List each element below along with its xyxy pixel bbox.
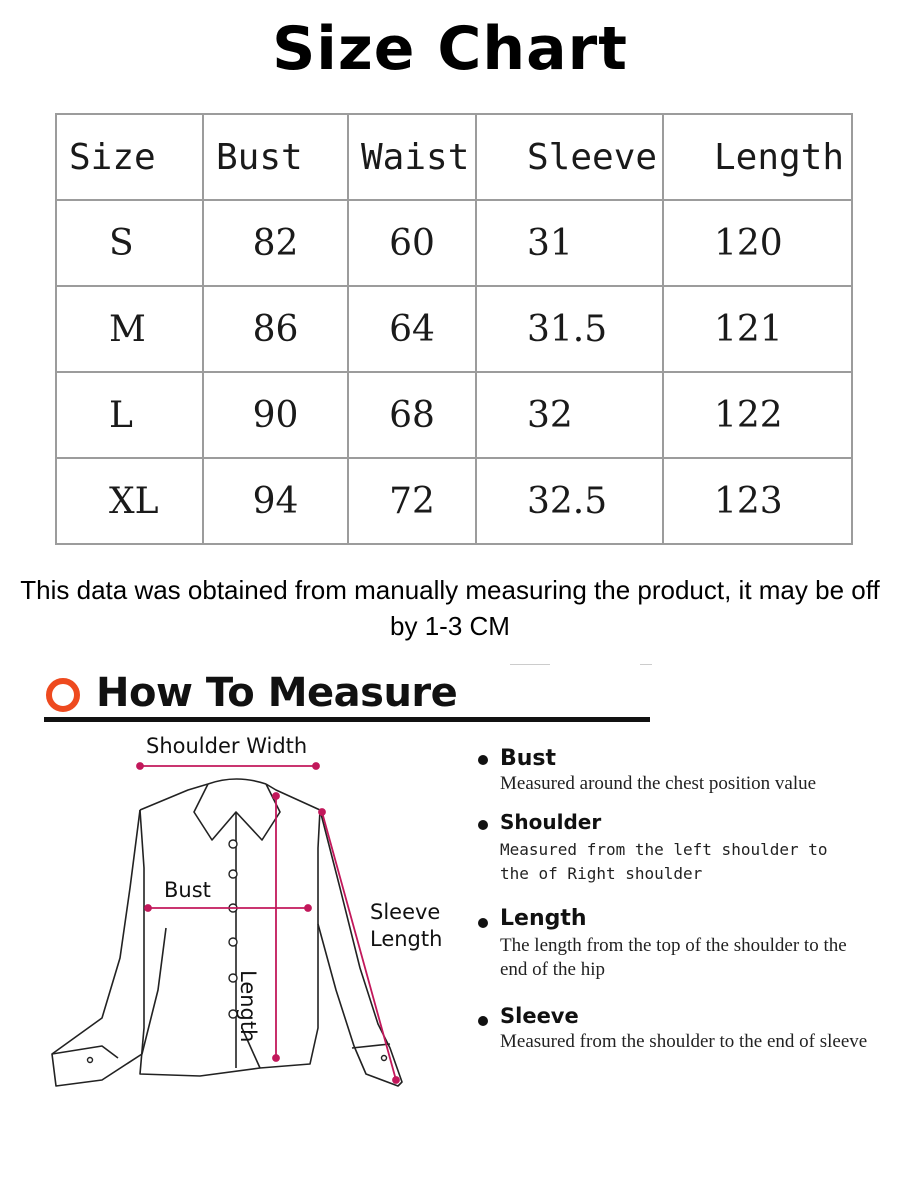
left-sleeve — [52, 810, 166, 1086]
measure-dot — [313, 763, 319, 769]
bullet-icon — [478, 820, 488, 830]
heading-underline — [44, 717, 650, 722]
sleeve-label-line1: Sleeve — [370, 900, 441, 924]
measure-dot — [305, 905, 311, 911]
definition-text: The length from the top of the shoulder to the end of the hip — [500, 935, 847, 980]
table-cell: XL — [56, 458, 203, 544]
table-header-row — [56, 114, 852, 200]
table-row — [56, 200, 852, 286]
bust-label: Bust — [164, 878, 211, 902]
shirt-outline — [52, 779, 402, 1086]
table-cell: 122 — [663, 372, 852, 458]
measure-dot — [273, 793, 279, 799]
button-icon — [229, 840, 237, 848]
button-icon — [229, 938, 237, 946]
bullet-icon — [478, 755, 488, 765]
table-cell: L — [56, 372, 203, 458]
definition-text: Measured from the shoulder to the end of sleeve — [500, 1031, 868, 1052]
how-to-measure-title: How To Measure — [96, 670, 458, 716]
table-cell: 64 — [348, 286, 476, 372]
table-row — [56, 458, 852, 544]
definition-term: Sleeve — [500, 1004, 579, 1028]
table-cell: 72 — [348, 458, 476, 544]
table-row — [56, 286, 852, 372]
right-cuff — [352, 1044, 390, 1048]
ring-bullet-icon — [46, 678, 80, 712]
definition-text: Measured from the left shoulder to the of Right shoulder — [500, 840, 828, 883]
table-header-size: Size — [56, 114, 203, 200]
table-cell: S — [56, 200, 203, 286]
table-row — [56, 372, 852, 458]
measure-dot — [319, 809, 325, 815]
table-header-bust: Bust — [203, 114, 348, 200]
table-cell: 31 — [476, 200, 663, 286]
cuff-button-icon — [382, 1056, 387, 1061]
collar-band — [208, 779, 266, 784]
table-cell: 32.5 — [476, 458, 663, 544]
bullet-icon — [478, 918, 488, 928]
table-cell: 94 — [203, 458, 348, 544]
table-cell: 123 — [663, 458, 852, 544]
measure-dot — [393, 1077, 399, 1083]
table-cell: M — [56, 286, 203, 372]
measure-lines — [137, 763, 399, 1083]
size-table — [55, 113, 853, 545]
table-cell: 31.5 — [476, 286, 663, 372]
definition-text: Measured around the chest position value — [500, 773, 817, 794]
page-title: Size Chart — [272, 14, 628, 84]
table-header-sleeve: Sleeve — [476, 114, 663, 200]
shoulder-width-label: Shoulder Width — [146, 734, 308, 758]
table-header-length: Length — [663, 114, 852, 200]
table-cell: 82 — [203, 200, 348, 286]
table-cell: 120 — [663, 200, 852, 286]
table-cell: 86 — [203, 286, 348, 372]
definition-term: Shoulder — [500, 810, 602, 834]
measure-dot — [137, 763, 143, 769]
definition-term: Length — [500, 906, 587, 931]
cuff-button-icon — [88, 1058, 93, 1063]
length-label: Length — [236, 970, 260, 1043]
table-header-waist: Waist — [348, 114, 476, 200]
table-cell: 32 — [476, 372, 663, 458]
button-icon — [229, 870, 237, 878]
collar — [194, 784, 280, 840]
measure-dot — [145, 905, 151, 911]
divider — [640, 664, 652, 665]
table-cell: 60 — [348, 200, 476, 286]
table-cell: 68 — [348, 372, 476, 458]
table-cell: 90 — [203, 372, 348, 458]
definition-term: Bust — [500, 746, 557, 771]
bullet-icon — [478, 1016, 488, 1026]
table-cell: 121 — [663, 286, 852, 372]
measure-dot — [273, 1055, 279, 1061]
divider — [510, 664, 550, 665]
measurement-note: This data was obtained from manually measuring the product, it may be off by 1-3 CM — [20, 575, 880, 641]
sleeve-label-line2: Length — [370, 927, 443, 951]
